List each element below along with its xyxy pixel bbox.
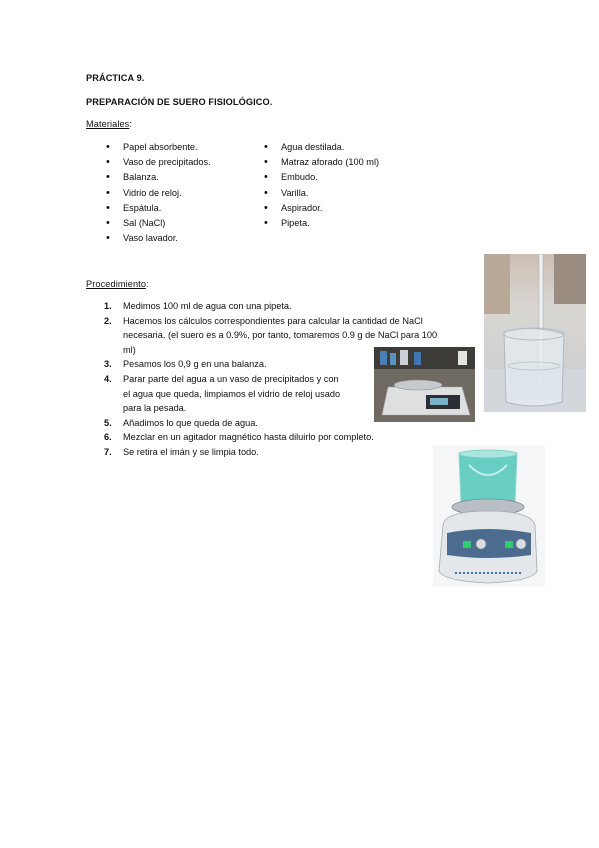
materials-list-right [264, 140, 379, 231]
list-item: • Balanza. [106, 170, 211, 185]
step-text: el agua que queda, limpiamos el vidrio de reloj usado [123, 388, 341, 399]
step-number: 2. [104, 315, 112, 326]
step-text: Medimos 100 ml de agua con una pipeta. [123, 301, 292, 311]
list-item: • Aspirador. [264, 201, 379, 216]
step-number: 7. [104, 446, 112, 457]
balance-illustration [374, 347, 475, 422]
list-item: • Papel absorbente. [106, 140, 211, 155]
list-item: • Sal (NaCl) [106, 216, 211, 231]
step-text: Parar parte del agua a un vaso de precipitados y con [123, 373, 339, 384]
materials-list-left [106, 140, 211, 246]
step-text: Mezclar en un agitador magnético hasta diluirlo por completo. [123, 432, 374, 443]
step-6 [104, 430, 474, 445]
materials-heading [86, 118, 132, 130]
list-item: • Varilla. [264, 186, 379, 201]
step-number: 6. [104, 432, 112, 443]
pipette-beaker-illustration [484, 254, 586, 412]
step-text: necesaria. (el suero es a 0.9%, por tanto, tomaremos 0.9 g de NaCl para 100 [123, 330, 438, 341]
practice-title: PRÁCTICA 9. [86, 73, 145, 83]
step-text: para la pesada. [123, 403, 187, 414]
step-text: Añadimos lo que queda de agua. [123, 417, 258, 428]
list-item: • Matraz aforado (100 ml) [264, 155, 379, 170]
magnetic-stirrer-illustration [433, 445, 545, 587]
step-text: Se retira el imán y se limpia todo. [123, 446, 259, 457]
practice-subtitle: PREPARACIÓN DE SUERO FISIOLÓGICO. [86, 97, 273, 107]
step-number: 5. [104, 417, 112, 428]
procedure-heading [86, 278, 149, 290]
list-item: • Pipeta. [264, 216, 379, 231]
step-number: 1. [104, 301, 112, 311]
materials-heading-text: Materiales [86, 119, 130, 129]
list-item: • Embudo. [264, 170, 379, 185]
materials-heading-colon: : [129, 119, 133, 129]
step-number: 4. [104, 373, 112, 384]
balance-photo [374, 347, 475, 422]
list-item: • Agua destilada. [264, 140, 379, 155]
step-7 [104, 445, 474, 460]
list-item: • Vidrio de reloj. [106, 186, 211, 201]
step-1 [104, 299, 474, 314]
step-text: ml) [123, 344, 136, 355]
list-item: • Espátula. [106, 201, 211, 216]
step-text: Pesamos los 0,9 g en una balanza. [123, 359, 267, 370]
step-text: Hacemos los cálculos correspondientes para calcular la cantidad de NaCl [123, 315, 423, 326]
procedure-heading-colon: : [146, 279, 149, 289]
list-item: • Vaso lavador. [106, 231, 211, 246]
procedure-heading-text: Procedimiento [86, 279, 147, 289]
magnetic-stirrer-photo [433, 445, 545, 587]
pipette-beaker-photo [484, 254, 586, 412]
list-item: • Vaso de precipitados. [106, 155, 211, 170]
step-number: 3. [104, 359, 112, 370]
